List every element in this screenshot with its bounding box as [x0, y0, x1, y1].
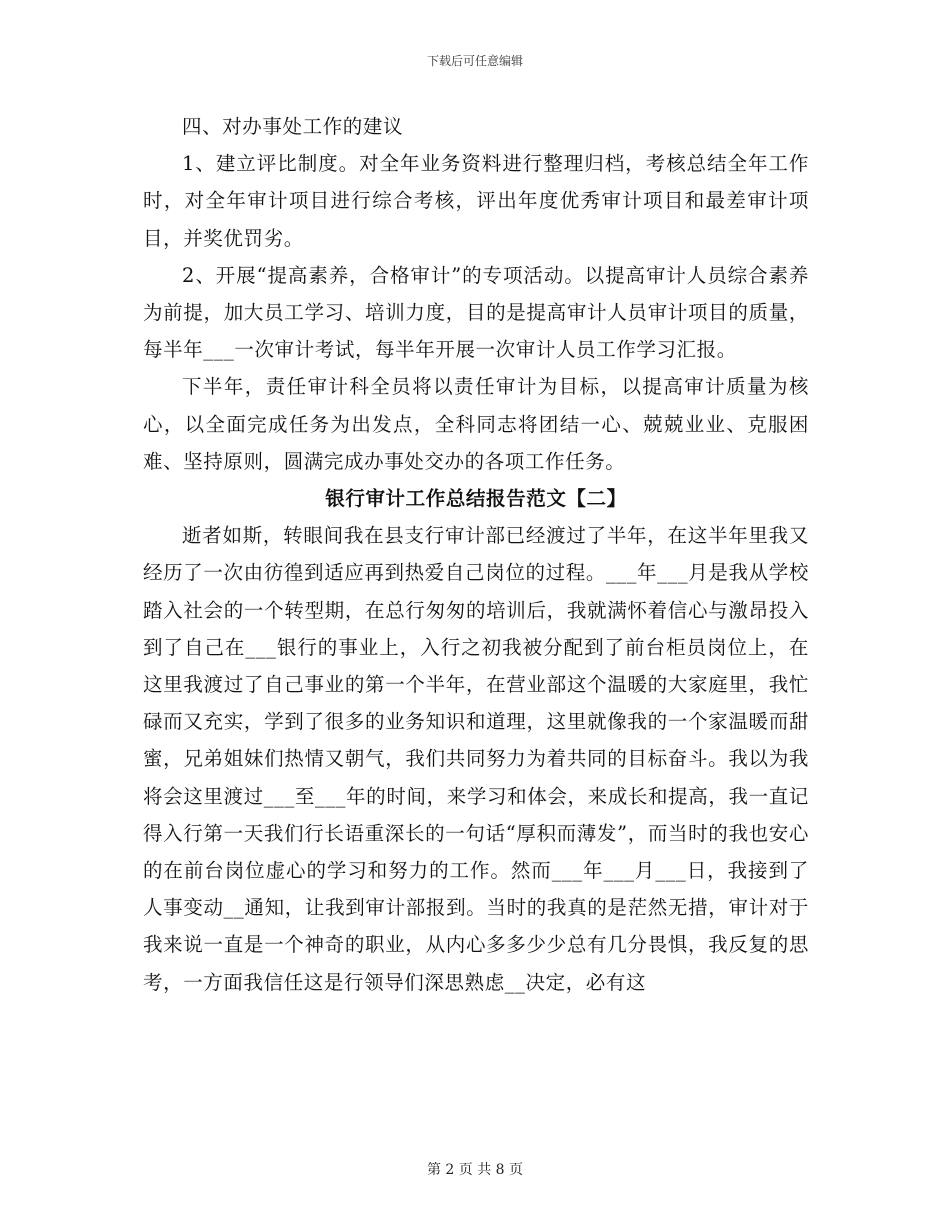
paragraph-personal-review: 逝者如斯，转眼间我在县支行审计部已经渡过了半年，在这半年里我又经历了一次由彷徨到适应再到热爱自己岗位的过程。___年___月是我从学校踏入社会的一个转型期，在总行匆匆的培训后，我就满怀着信心与激昂投入到了自己在___银行的事业上，入行之初我被分配到了前台柜员岗位上，在这里我渡过了自己事业的第一个半年，在营业部这个温暖的大家庭里，我忙碌而又充实，学到了很多的业务知识和道理，这里就像我的一个家温暖而甜蜜，兄弟姐妹们热情又朝气，我们共同努力为着共同的目标奋斗。我以为我将会这里渡过___至___年的时间，来学习和体会，来成长和提高，我一直记得入行第一天我们行长语重深长的一句话“厚积而薄发”，而当时的我也安心的在前台岗位虚心的学习和努力的工作。然而___年___月___日，我接到了人事变动__通知，让我到审计部报到。当时的我真的是茫然无措，审计对于我来说一直是一个神奇的职业，从内心多多少少总有几分畏惧，我反复的思考，一方面我信任这是行领导们深思熟虑__决定，必有这 [143, 524, 809, 994]
heading-section-four: 四、对办事处工作的建议 [182, 115, 404, 138]
page-header-note: 下载后可任意编辑 [426, 54, 523, 68]
document-body [143, 108, 809, 1001]
paragraph-evaluation-system: 1、建立评比制度。对全年业务资料进行整理归档，考核总结全年工作时，对全年审计项目进行综合考核，评出年度优秀审计项目和最差审计项目，并奖优罚劣。 [143, 152, 809, 250]
paragraph-second-half-plan: 下半年，责任审计科全员将以责任审计为目标，以提高审计质量为核心，以全面完成任务为出发点，全科同志将团结一心、兢兢业业、克服困难、坚持原则，圆满完成办事处交办的各项工作任务。 [143, 375, 809, 473]
section-title: 银行审计工作总结报告范文【二】 [325, 487, 627, 511]
paragraph-special-activity: 2、开展“提高素养，合格审计”的专项活动。以提高审计人员综合素养为前提，加大员工学习、培训力度，目的是提高审计人员审计项目的质量，每半年___一次审计考试，每半年开展一次审计人员工作学习汇报。 [143, 263, 809, 362]
page-number: 第 2 页 共 8 页 [426, 1162, 524, 1178]
